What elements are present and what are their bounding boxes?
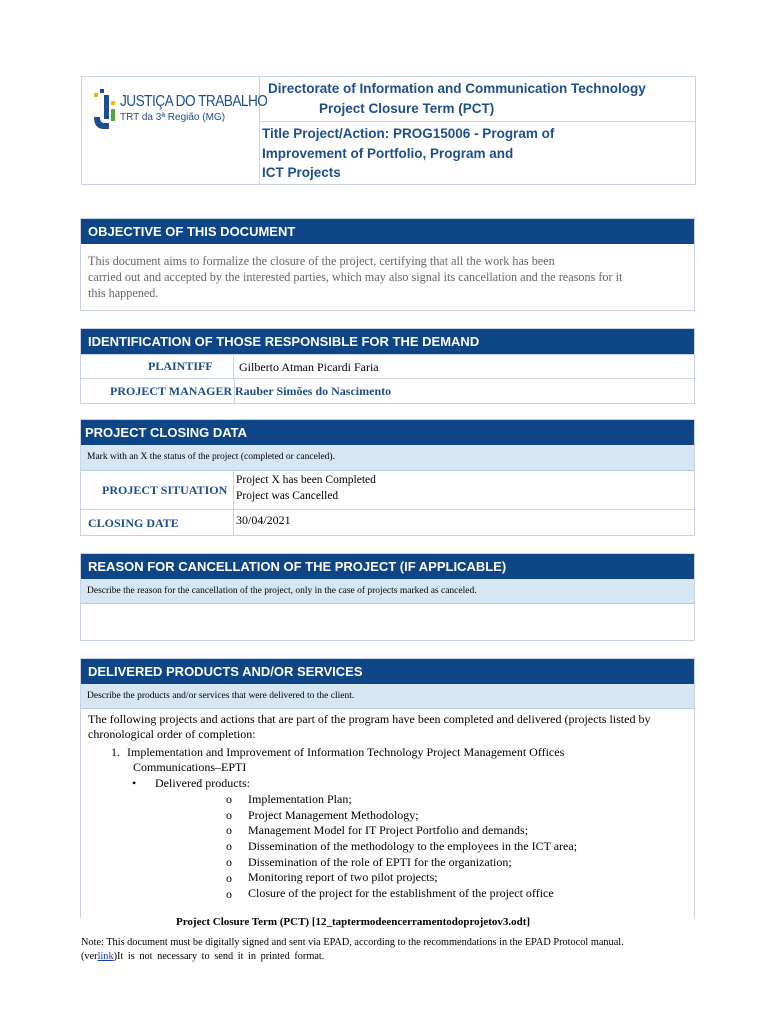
epad-manual-link[interactable]: link <box>97 951 114 962</box>
section-title: OBJECTIVE OF THIS DOCUMENT <box>81 219 694 244</box>
cancellation-instruction: Describe the reason for the cancellation of the project, only in the case of projects marked as canceled. <box>81 579 694 604</box>
sub-bullet-icon: o <box>226 823 232 837</box>
sub-bullet-icon: o <box>226 855 232 869</box>
objective-text-line: carried out and accepted by the interested parties, which may also signal its cancellation and the reasons for it <box>88 270 623 284</box>
product-item: Monitoring report of two pilot projects; <box>248 870 438 884</box>
sub-bullet-icon: o <box>226 871 232 885</box>
closing-data-section <box>80 419 695 536</box>
situation-option-cancelled[interactable]: Project was Cancelled <box>236 490 339 502</box>
list-number: 1. <box>111 745 120 759</box>
header-title-cell <box>259 121 695 184</box>
directorate-title: Directorate of Information and Communication Technology <box>268 81 646 96</box>
project-manager-value[interactable]: Rauber Simões do Nascimento <box>234 379 694 404</box>
bullet-label: Delivered products: <box>155 776 250 790</box>
delivered-instruction: Describe the products and/or services that were delivered to the client. <box>81 684 694 709</box>
project-title-line: Title Project/Action: PROG15006 - Program of <box>262 126 555 141</box>
project-situation-label: PROJECT SITUATION <box>81 471 234 509</box>
sub-bullet-icon: o <box>226 887 232 901</box>
cancellation-section <box>80 553 695 641</box>
identification-section <box>80 328 695 404</box>
project-situation-options[interactable] <box>234 471 694 509</box>
footer-document-reference: Project Closure Term (PCT) [12_taptermodeencerramentodoprojetov3.odt] <box>176 916 531 928</box>
project-title-line: ICT Projects <box>262 165 341 180</box>
product-item: Management Model for IT Project Portfolio and demands; <box>248 823 529 837</box>
project-manager-row <box>81 378 694 404</box>
document-name: Project Closure Term (PCT) <box>319 101 495 116</box>
logo-brand-text: JUSTIÇA DO TRABALHO <box>120 93 268 110</box>
situation-option-completed[interactable]: Project X has been Completed <box>236 474 376 486</box>
project-title-line: Improvement of Portfolio, Program and <box>262 146 514 161</box>
objective-section <box>80 218 695 311</box>
plaintiff-value[interactable]: Gilberto Atman Picardi Faria <box>239 360 379 374</box>
project-situation-row <box>81 471 694 509</box>
closing-instruction: Mark with an X the status of the project (completed or canceled). <box>81 445 694 471</box>
product-item: Implementation Plan; <box>248 792 352 806</box>
list-item-line: Implementation and Improvement of Information Technology Project Management Offices <box>127 745 565 759</box>
footer-note-line: Note: This document must be digitally signed and sent via EPAD, according to the recommendations in the EPAD Protocol manual. <box>81 937 624 948</box>
logo-cell <box>82 77 268 184</box>
product-item: Dissemination of the methodology to the employees in the ICT area; <box>248 839 578 853</box>
plaintiff-label: PLAINTIFF <box>81 355 234 379</box>
project-manager-label: PROJECT MANAGER <box>110 384 233 398</box>
section-title: PROJECT CLOSING DATA <box>81 420 694 445</box>
sub-bullet-icon: o <box>226 808 232 822</box>
product-item: Project Management Methodology; <box>248 808 419 822</box>
sub-bullet-icon: o <box>226 839 232 853</box>
delivered-intro-line: chronological order of completion: <box>88 727 256 741</box>
closing-date-row <box>81 509 694 536</box>
bullet-icon: • <box>132 776 137 790</box>
section-title: IDENTIFICATION OF THOSE RESPONSIBLE FOR THE DEMAND <box>81 329 694 354</box>
section-title: REASON FOR CANCELLATION OF THE PROJECT (IF APPLICABLE) <box>81 554 694 579</box>
delivered-section <box>80 658 695 918</box>
plaintiff-row <box>81 354 694 379</box>
logo-region-text: TRT da 3ª Região (MG) <box>120 112 226 123</box>
header-top-cell <box>259 77 695 122</box>
closing-date-value[interactable]: 30/04/2021 <box>236 513 291 527</box>
list-item-line: Communications–EPTI <box>133 760 247 774</box>
delivered-intro-line: The following projects and actions that are part of the program have been completed and delivered (projects listed by <box>88 712 651 726</box>
section-title: DELIVERED PRODUCTS AND/OR SERVICES <box>81 659 694 684</box>
objective-text-line: this happened. <box>88 286 159 300</box>
footer-note-line2: (verlink)It is not necessary to send it in printed format. <box>81 951 325 962</box>
product-item: Closure of the project for the establishment of the project office <box>248 886 554 900</box>
objective-text-line: This document aims to formalize the closure of the project, certifying that all the work has been <box>88 254 555 268</box>
product-item: Dissemination of the role of EPTI for the organization; <box>248 855 512 869</box>
document-header <box>81 76 696 185</box>
justica-do-trabalho-logo-icon <box>92 87 118 133</box>
closing-date-label: CLOSING DATE <box>81 510 234 536</box>
sub-bullet-icon: o <box>226 792 232 806</box>
